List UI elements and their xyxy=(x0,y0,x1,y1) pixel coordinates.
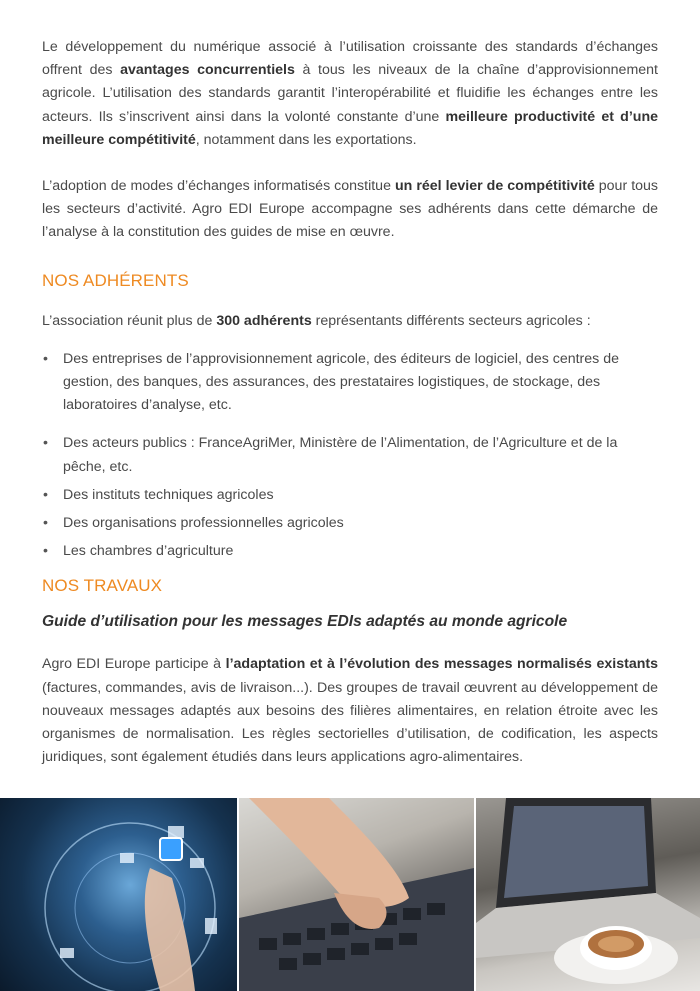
list-item xyxy=(42,432,658,478)
text-span: à tous les niveaux de la chaîne d’approvisionnement agricole. L’utilisation des standards garantit l’interopérabilité et fluidifie les échanges entre les acteurs. Ils s’inscrivent ainsi dans la volonté constante d’une xyxy=(42,62,658,125)
network-illustration xyxy=(0,798,237,991)
list-item xyxy=(42,512,658,535)
bold-span: avantages concurrentiels xyxy=(120,62,295,79)
text-span: (factures, commandes, avis de livraison...). Des groupes de travail œuvrent au développement de nouveaux messages adaptés aux besoins des filières alimentaires, en relation étroite avec les organismes de normalisation. Les règles sectorielles d’utilisation, de codification, les aspects juridiques, sont également étudiés dans leurs applications agro-alimentaires. xyxy=(42,679,658,766)
text-span: Agro EDI Europe participe à xyxy=(42,656,226,673)
works-paragraph xyxy=(42,653,658,769)
list-item xyxy=(42,540,658,563)
text-span: , notamment dans les exportations. xyxy=(195,131,417,148)
photo-strip xyxy=(0,798,700,991)
list-item xyxy=(42,484,658,507)
list-item-text: Des entreprises de l’approvisionnement agricole, des éditeurs de logiciel, des centres de gestion, des banques, des assurances, des prestataires logistiques, de stockage, des laboratoires d’analyse, etc. xyxy=(63,350,619,414)
keyboard-illustration xyxy=(239,798,474,991)
members-list xyxy=(42,348,658,564)
bold-span: 300 adhérents xyxy=(216,312,312,329)
laptop-illustration xyxy=(476,798,700,991)
intro-paragraph xyxy=(42,36,658,152)
adoption-paragraph xyxy=(42,175,658,245)
list-item-text: Des instituts techniques agricoles xyxy=(63,486,274,503)
bullet-marker: • xyxy=(43,350,48,367)
digital-network-photo xyxy=(0,798,237,991)
keyboard-typing-photo xyxy=(239,798,474,991)
text-span: Le développement du numérique associé à l’utilisation croissante des standards d’échanges offrent des xyxy=(42,39,658,79)
works-subheading: Guide d’utilisation pour les messages EDIs adaptés au monde agricole xyxy=(42,613,568,631)
bullet-marker: • xyxy=(43,486,48,503)
text-span: représentants différents secteurs agricoles : xyxy=(311,312,591,329)
bullet-marker: • xyxy=(43,515,48,532)
list-item xyxy=(42,348,658,418)
document-body xyxy=(42,36,658,769)
text-span: pour tous les secteurs d’activité. Agro EDI Europe accompagne ses adhérents dans cette démarche de l’analyse à la constitution des guides de mise en œuvre. xyxy=(42,178,659,241)
members-intro xyxy=(42,310,658,333)
bold-span: l’adaptation et à l’évolution des messages normalisés existants xyxy=(225,656,659,673)
bullet-marker: • xyxy=(43,435,48,452)
list-item-text: Les chambres d’agriculture xyxy=(63,543,234,560)
list-item-text: Des acteurs publics : FranceAgriMer, Ministère de l’Alimentation, de l’Agriculture et de la pêche, etc. xyxy=(63,435,618,475)
bold-span: meilleure productivité et d’une meilleure compétitivité xyxy=(42,108,658,148)
bullet-marker: • xyxy=(43,543,48,560)
works-heading: NOS TRAVAUX xyxy=(42,576,163,596)
list-item-text: Des organisations professionnelles agricoles xyxy=(63,515,344,532)
members-heading: NOS ADHÉRENTS xyxy=(42,270,189,290)
text-span: L’association réunit plus de xyxy=(42,312,217,329)
laptop-coffee-photo xyxy=(476,798,700,991)
text-span: L’adoption de modes d’échanges informatisés constitue xyxy=(42,178,395,195)
bold-span: un réel levier de compétitivité xyxy=(394,178,595,195)
